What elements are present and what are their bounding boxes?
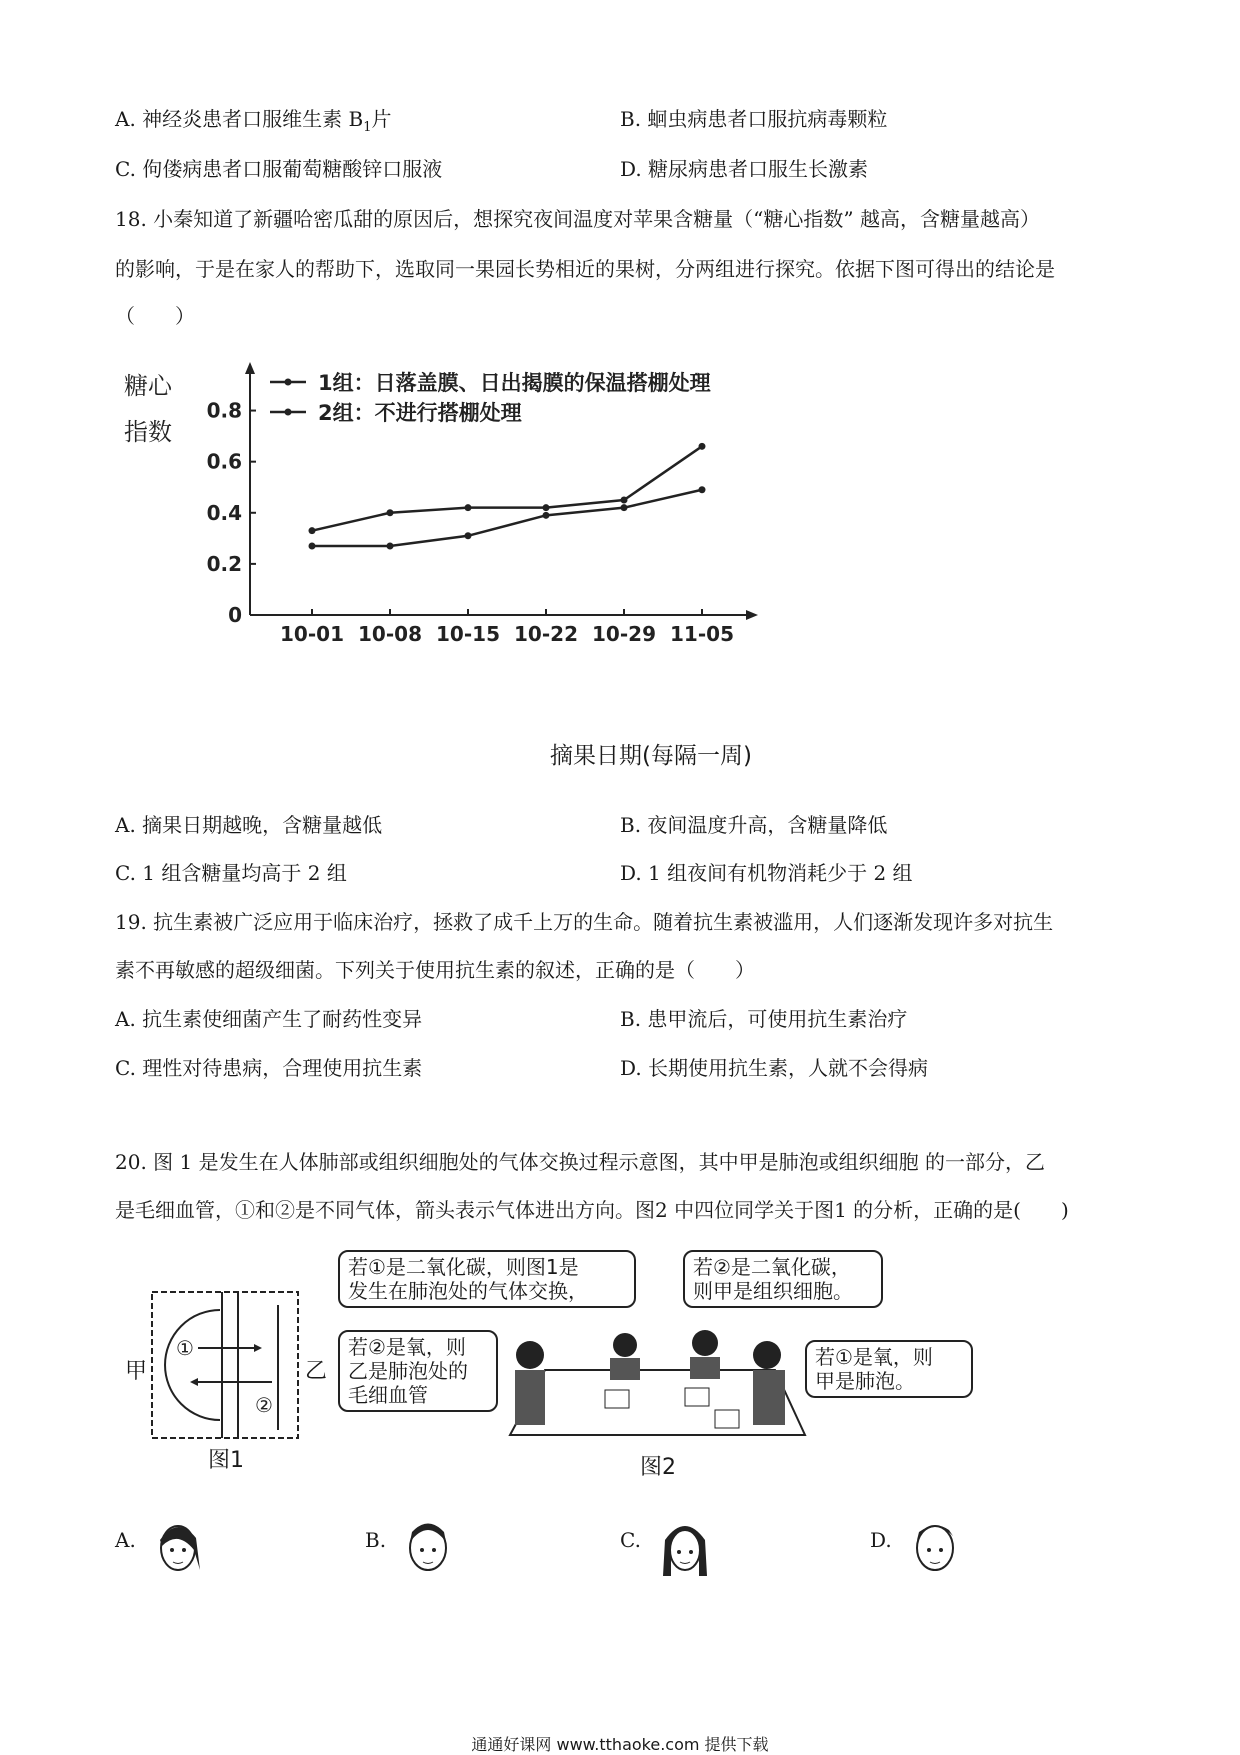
bubble-4-line2: 甲是肺泡。 bbox=[815, 1369, 915, 1393]
x-tick-label: 10-01 bbox=[280, 622, 344, 646]
figure-1-svg bbox=[150, 1290, 300, 1440]
y-tick-label: 0.8 bbox=[206, 398, 242, 423]
q19-option-a: A. 抗生素使细菌产生了耐药性变异 bbox=[115, 1007, 423, 1031]
x-tick-label: 10-22 bbox=[514, 622, 578, 646]
chart-svg bbox=[110, 360, 830, 660]
q17-option-d: D. 糖尿病患者口服生长激素 bbox=[620, 157, 869, 181]
series-2-point bbox=[465, 532, 472, 539]
bubble-3-line2: 乙是肺泡处的 bbox=[348, 1359, 468, 1383]
y-axis-label-line2: 指数 bbox=[124, 418, 172, 446]
legend-marker-2 bbox=[285, 409, 292, 416]
bubble-3-line3: 毛细血管 bbox=[348, 1383, 428, 1407]
x-tick-label: 10-29 bbox=[592, 622, 656, 646]
series-1-point bbox=[465, 504, 472, 511]
q20-stem-line2: 是毛细血管，①和②是不同气体，箭头表示气体进出方向。图2 中四位同学关于图1 的分析，正确的是( ) bbox=[115, 1198, 1069, 1222]
series-2-point bbox=[543, 512, 550, 519]
q18-stem-line2: 的影响，于是在家人的帮助下，选取同一果园长势相近的果树，分两组进行探究。依据下图可得出的结论是 bbox=[115, 257, 1055, 281]
legend-marker-1 bbox=[285, 379, 292, 386]
book-1-icon bbox=[605, 1390, 629, 1408]
sugar-index-chart bbox=[110, 360, 830, 660]
series-2-point bbox=[309, 543, 316, 550]
figure-1-caption: 图1 bbox=[208, 1448, 244, 1473]
student-c-head-icon bbox=[692, 1330, 718, 1356]
series-line-1 bbox=[312, 446, 702, 530]
q18-option-c: C. 1 组含糖量均高于 2 组 bbox=[115, 861, 347, 885]
series-2-point bbox=[621, 504, 628, 511]
speech-bubble-4 bbox=[805, 1340, 973, 1398]
bubble-1-line2: 发生在肺泡处的气体交换， bbox=[348, 1279, 588, 1303]
label-jia: 甲 bbox=[125, 1359, 148, 1384]
label-yi: 乙 bbox=[305, 1359, 328, 1384]
q20-stem-line1: 20. 图 1 是发生在人体肺部或组织细胞处的气体交换过程示意图，其中甲是肺泡或组织细胞 的一部分，乙 bbox=[115, 1150, 1045, 1174]
q20-option-b: B. bbox=[365, 1528, 387, 1552]
x-tick-label: 10-08 bbox=[358, 622, 422, 646]
y-tick-label: 0.6 bbox=[206, 449, 242, 474]
series-2-point bbox=[387, 543, 394, 550]
q20-option-a: A. bbox=[115, 1528, 136, 1552]
figure-2-students-illustration bbox=[505, 1310, 810, 1445]
bubble-2-line1: 若②是二氧化碳， bbox=[693, 1255, 851, 1279]
arrow-gas-2-head bbox=[190, 1378, 198, 1386]
bubble-1-line1: 若①是二氧化碳，则图1是 bbox=[348, 1255, 579, 1279]
series-2-point bbox=[699, 486, 706, 493]
bubble-4-line1: 若①是氧，则 bbox=[815, 1345, 933, 1369]
page-footer: 通通好课网 www.tthaoke.com 提供下载 bbox=[471, 1735, 769, 1754]
cell-boundary-arc bbox=[165, 1310, 220, 1420]
gas-2-label: ② bbox=[255, 1393, 273, 1417]
figure-1-border bbox=[152, 1292, 298, 1438]
q20-option-d: D. bbox=[870, 1528, 892, 1552]
x-tick-label: 11-05 bbox=[670, 622, 734, 646]
boy-short-hair-face-icon bbox=[398, 1510, 458, 1580]
x-tick-label: 10-15 bbox=[436, 622, 500, 646]
boy-side-part-face-icon bbox=[905, 1510, 965, 1580]
y-tick-label: 0.2 bbox=[206, 551, 242, 576]
q18-option-a: A. 摘果日期越晚，含糖量越低 bbox=[115, 813, 383, 837]
bubble-3-line1: 若②是氧，则 bbox=[348, 1335, 466, 1359]
series-1-point bbox=[543, 504, 550, 511]
student-a-body-icon bbox=[515, 1370, 545, 1425]
student-d-head-icon bbox=[753, 1341, 781, 1369]
q17-option-c: C. 佝偻病患者口服葡萄糖酸锌口服液 bbox=[115, 157, 443, 181]
girl-long-hair-face-icon bbox=[655, 1510, 715, 1580]
student-b-head-icon bbox=[613, 1333, 637, 1357]
speech-bubble-1 bbox=[338, 1250, 636, 1308]
girl-ponytail-face-icon bbox=[148, 1510, 208, 1580]
y-axis-label-line1: 糖心 bbox=[124, 372, 172, 400]
y-tick-label: 0.4 bbox=[206, 500, 242, 525]
q18-option-b: B. 夜间温度升高，含糖量降低 bbox=[620, 813, 888, 837]
book-3-icon bbox=[715, 1410, 739, 1428]
q18-stem-line3: （ ） bbox=[115, 304, 195, 328]
figure-1-gas-exchange bbox=[150, 1290, 300, 1440]
q19-stem-line1: 19. 抗生素被广泛应用于临床治疗，拯救了成千上万的生命。随着抗生素被滥用，人们逐渐发现许多对抗生 bbox=[115, 910, 1054, 934]
student-a-head-icon bbox=[516, 1341, 544, 1369]
student-d-body-icon bbox=[753, 1370, 785, 1425]
series-1-point bbox=[699, 443, 706, 450]
series-1-point bbox=[309, 527, 316, 534]
series-1-point bbox=[621, 497, 628, 504]
y-tick-label: 0 bbox=[228, 603, 242, 627]
q19-stem-line2: 素不再敏感的超级细菌。下列关于使用抗生素的叙述，正确的是（ ） bbox=[115, 958, 755, 982]
q18-option-d: D. 1 组夜间有机物消耗少于 2 组 bbox=[620, 861, 913, 885]
q19-option-d: D. 长期使用抗生素，人就不会得病 bbox=[620, 1056, 929, 1080]
speech-bubble-3 bbox=[338, 1330, 498, 1412]
speech-bubble-2 bbox=[683, 1250, 883, 1308]
legend-label-2: 2组：不进行搭棚处理 bbox=[318, 401, 522, 425]
figure-2-svg bbox=[505, 1310, 810, 1445]
bubble-2-line2: 则甲是组织细胞。 bbox=[693, 1279, 853, 1303]
q20-option-c: C. bbox=[620, 1528, 641, 1552]
legend-label-1: 1组：日落盖膜、日出揭膜的保温搭棚处理 bbox=[318, 371, 711, 395]
book-2-icon bbox=[685, 1388, 709, 1406]
q17-option-a: A. 神经炎患者口服维生素 $B_1$片 bbox=[115, 107, 392, 135]
q19-option-c: C. 理性对待患病，合理使用抗生素 bbox=[115, 1056, 423, 1080]
q17-option-b: B. 蛔虫病患者口服抗病毒颗粒 bbox=[620, 107, 888, 131]
x-axis-arrow bbox=[746, 610, 758, 620]
gas-1-label: ① bbox=[176, 1336, 194, 1360]
figure-2-caption: 图2 bbox=[640, 1455, 676, 1480]
series-1-point bbox=[387, 509, 394, 516]
arrow-gas-1-head bbox=[254, 1344, 262, 1352]
student-b-body-icon bbox=[610, 1358, 640, 1380]
y-axis-arrow bbox=[245, 362, 255, 374]
student-c-body-icon bbox=[690, 1357, 720, 1379]
q19-option-b: B. 患甲流后，可使用抗生素治疗 bbox=[620, 1007, 908, 1031]
x-axis-title: 摘果日期(每隔一周) bbox=[550, 743, 752, 769]
q18-stem-line1: 18. 小秦知道了新疆哈密瓜甜的原因后，想探究夜间温度对苹果含糖量（“糖心指数” 越高，含糖量越高） bbox=[115, 207, 1040, 231]
